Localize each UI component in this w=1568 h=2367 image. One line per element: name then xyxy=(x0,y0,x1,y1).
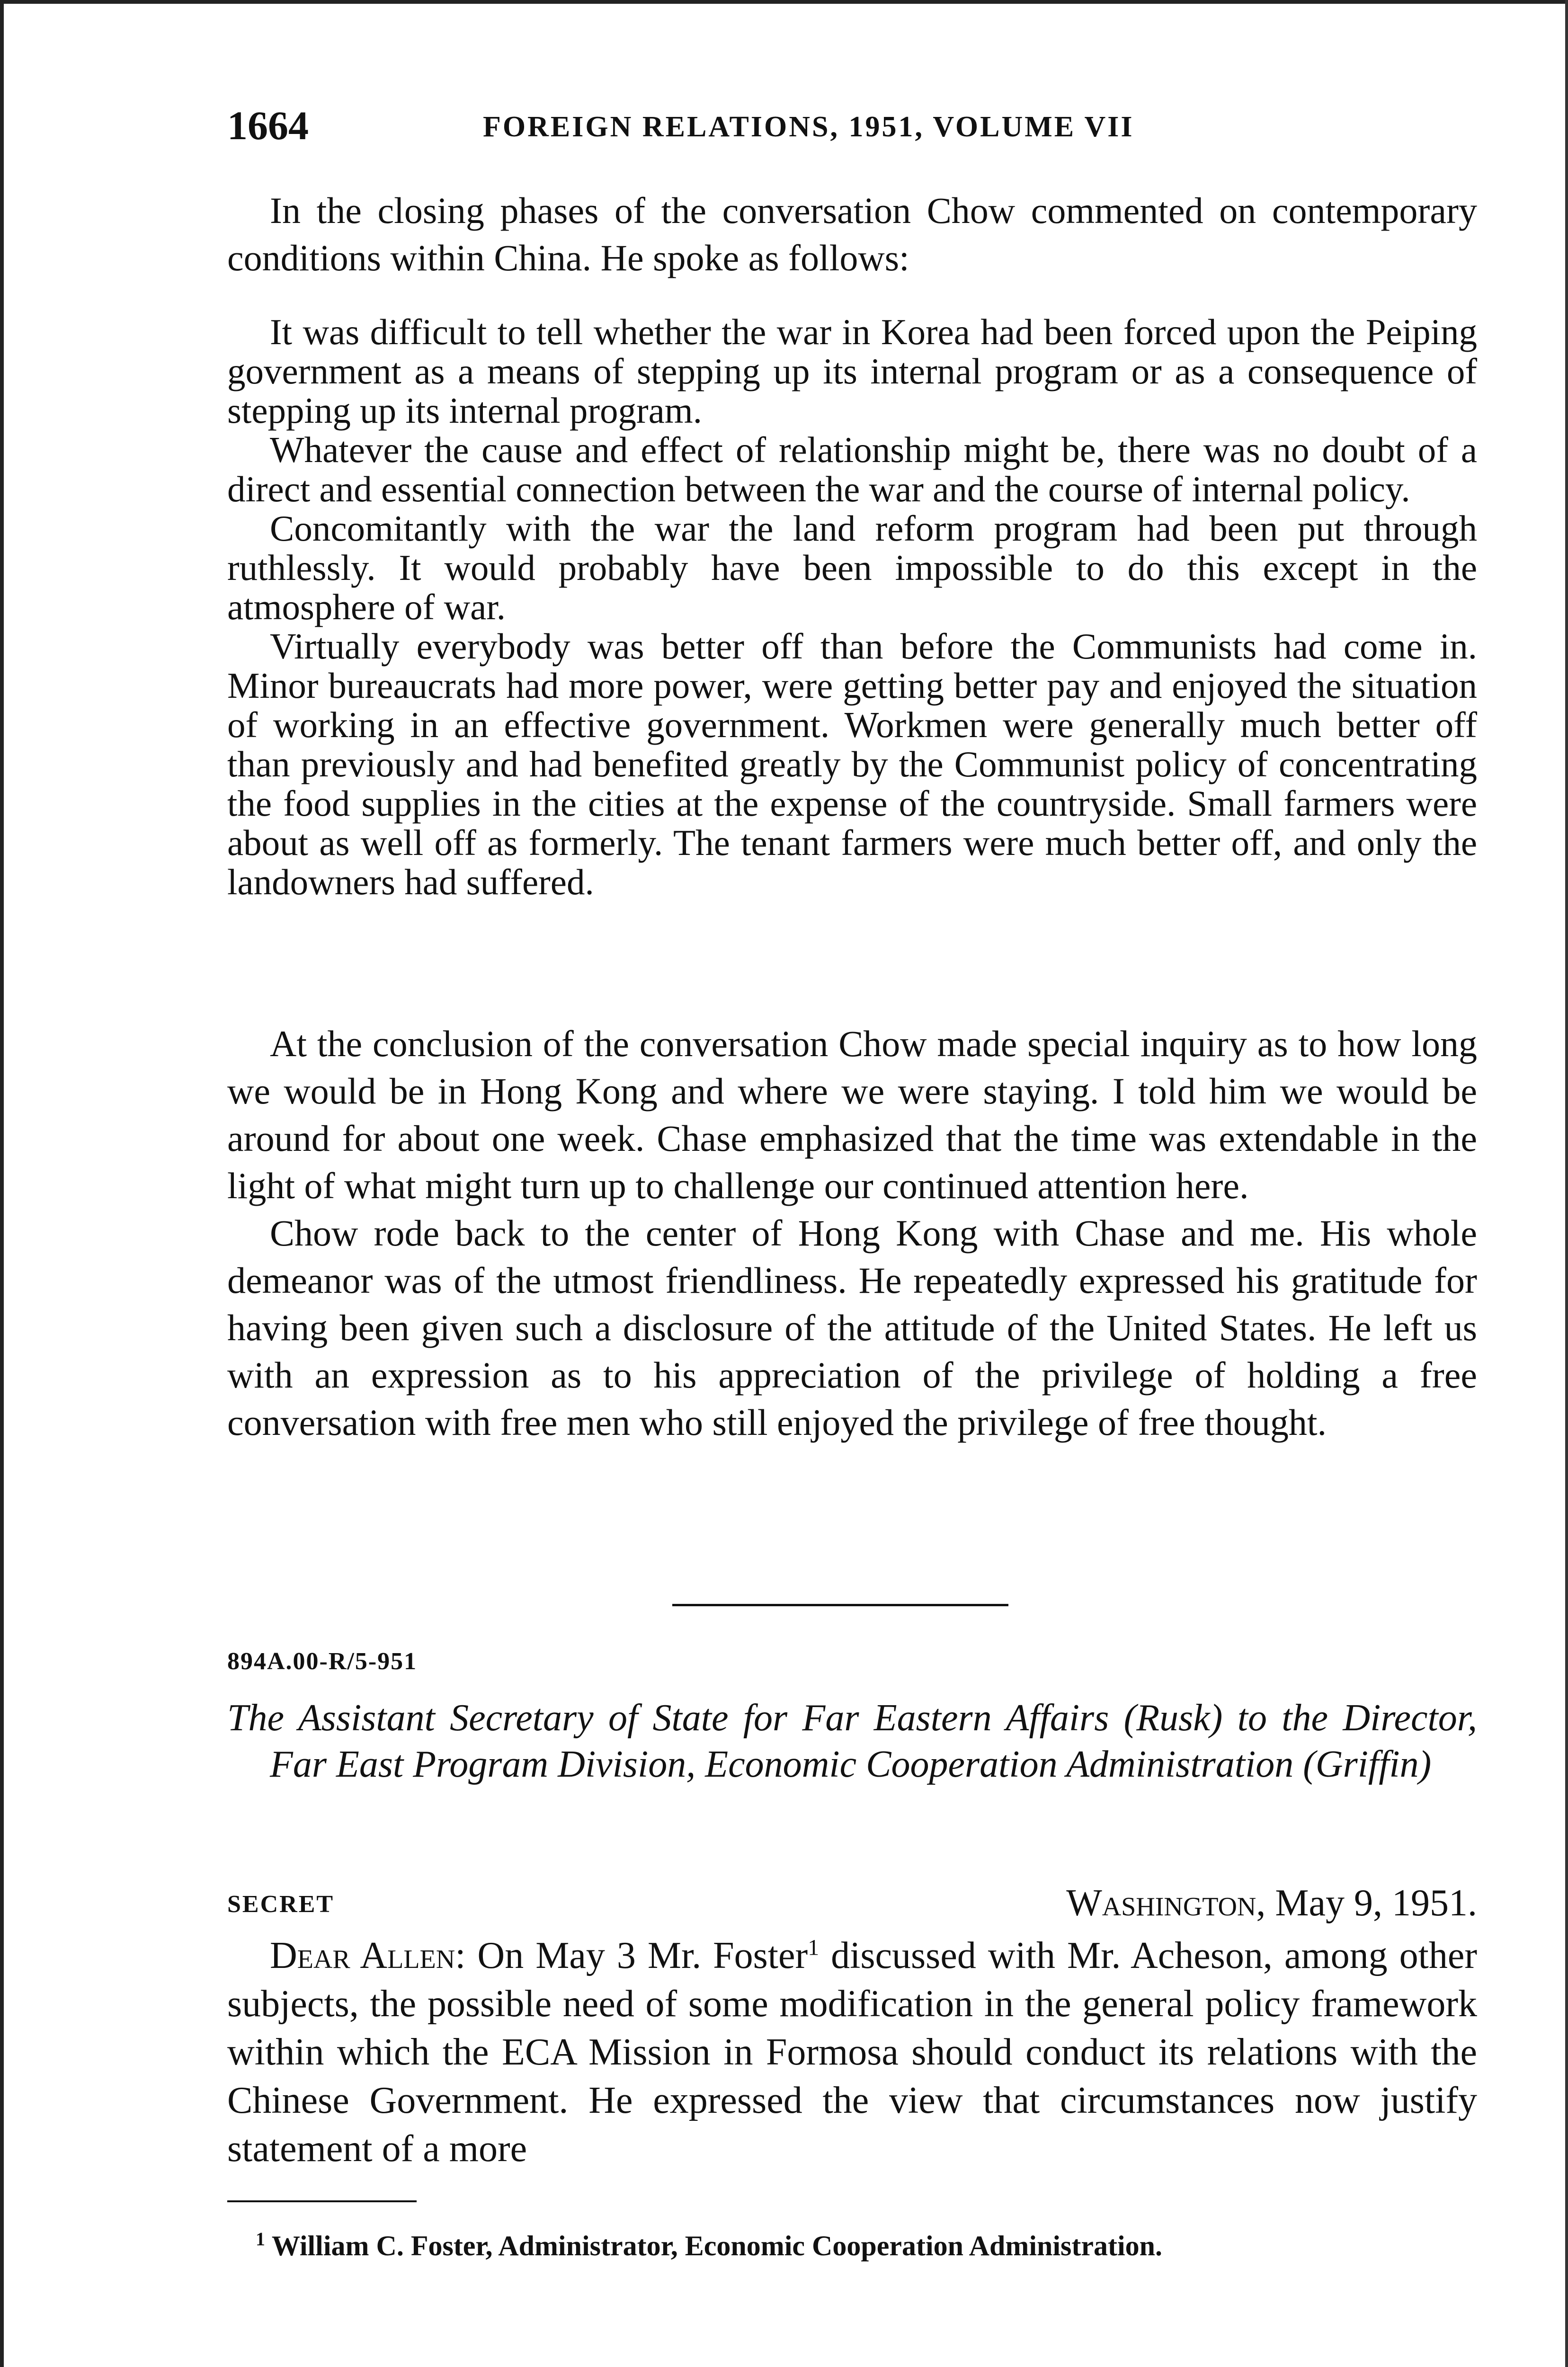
scan-edge-top xyxy=(0,0,1568,4)
page-number: 1664 xyxy=(227,103,309,148)
place-date xyxy=(1066,1882,1477,1925)
closing-block xyxy=(227,1020,1477,1446)
footnote-reference: 1 xyxy=(808,1935,820,1960)
footnote xyxy=(256,2230,1162,2262)
running-head: FOREIGN RELATIONS, 1951, VOLUME VII xyxy=(483,111,1134,143)
quote-paragraph-4: Virtually everybody was better off than before the Communists had come in. Minor bureaucrats had more power, were getting better pay and enjoyed the situation of working in an effective government. Workmen were generally much better off than previously and had benefited greatly by the Communist policy of concentrating the food supplies in the cities at the expense of the countryside. Small farmers were about as well off as formerly. The tenant farmers were much better off, and only the landowners had suffered. xyxy=(227,626,1477,902)
letter-text-part-2: discussed with Mr. Acheson, among other subjects, the possible need of some modification in the general policy framework within which the ECA Mission in Formosa should conduct its relations with the Chinese Government. He expressed the view that circumstances now justify statement of a more xyxy=(227,1935,1478,2170)
intro-block xyxy=(227,187,1477,282)
footnote-rule xyxy=(227,2200,417,2202)
date: , May 9, 1951. xyxy=(1256,1882,1477,1924)
classification: SECRET xyxy=(227,1891,335,1918)
letter-paragraph xyxy=(227,1931,1477,2173)
letter-text-part-1: : On May 3 Mr. Foster xyxy=(455,1935,808,1976)
quote-paragraph-2: Whatever the cause and effect of relationship might be, there was no doubt of a direct and essential connection between the war and the course of internal policy. xyxy=(227,429,1477,509)
document-title: The Assistant Secretary of State for Far Eastern Affairs (Rusk) to the Director, Far East Program Division, Economic Cooperation Administration (Griffin) xyxy=(227,1697,1477,1785)
scan-edge-right xyxy=(1565,0,1568,2367)
quote-paragraph-3: Concomitantly with the war the land reform program had been put through ruthlessly. It would probably have been impossible to do this except in the atmosphere of war. xyxy=(227,508,1477,627)
section-divider xyxy=(672,1604,1008,1606)
file-number: 894A.00-R/5-951 xyxy=(227,1648,418,1675)
closing-paragraph-2: Chow rode back to the center of Hong Kong with Chase and me. His whole demeanor was of the utmost friendliness. He repeatedly expressed his gratitude for having been given such a disclosure of the attitude of the United States. He left us with an expression as to his appreciation of the privilege of holding a free conversation with free men who still enjoyed the privilege of free thought. xyxy=(227,1212,1477,1443)
letter-body xyxy=(227,1931,1477,2173)
intro-paragraph: In the closing phases of the conversation Chow commented on contemporary conditions within China. He spoke as follows: xyxy=(227,190,1477,278)
place: Washington xyxy=(1066,1882,1256,1924)
scan-edge-left xyxy=(0,0,4,2367)
closing-paragraph-1: At the conclusion of the conversation Chow made special inquiry as to how long we would be in Hong Kong and where we were staying. I told him we would be around for about one week. Chase emphasized that the time was extendable in the light of what might turn up to challenge our continued attention here. xyxy=(227,1023,1477,1206)
document-meta xyxy=(227,1882,1477,1929)
salutation: Dear Allen xyxy=(270,1935,455,1976)
page-header xyxy=(227,102,1477,154)
footnote-text: William C. Foster, Administrator, Economic Cooperation Administration. xyxy=(265,2230,1163,2261)
quote-paragraph-1: It was difficult to tell whether the war in Korea had been forced upon the Peiping government as a means of stepping up its internal program or as a consequence of stepping up its internal program. xyxy=(227,311,1477,431)
footnote-marker: 1 xyxy=(256,2228,265,2250)
quoted-statement xyxy=(227,312,1477,902)
document-title-block xyxy=(227,1695,1477,1788)
